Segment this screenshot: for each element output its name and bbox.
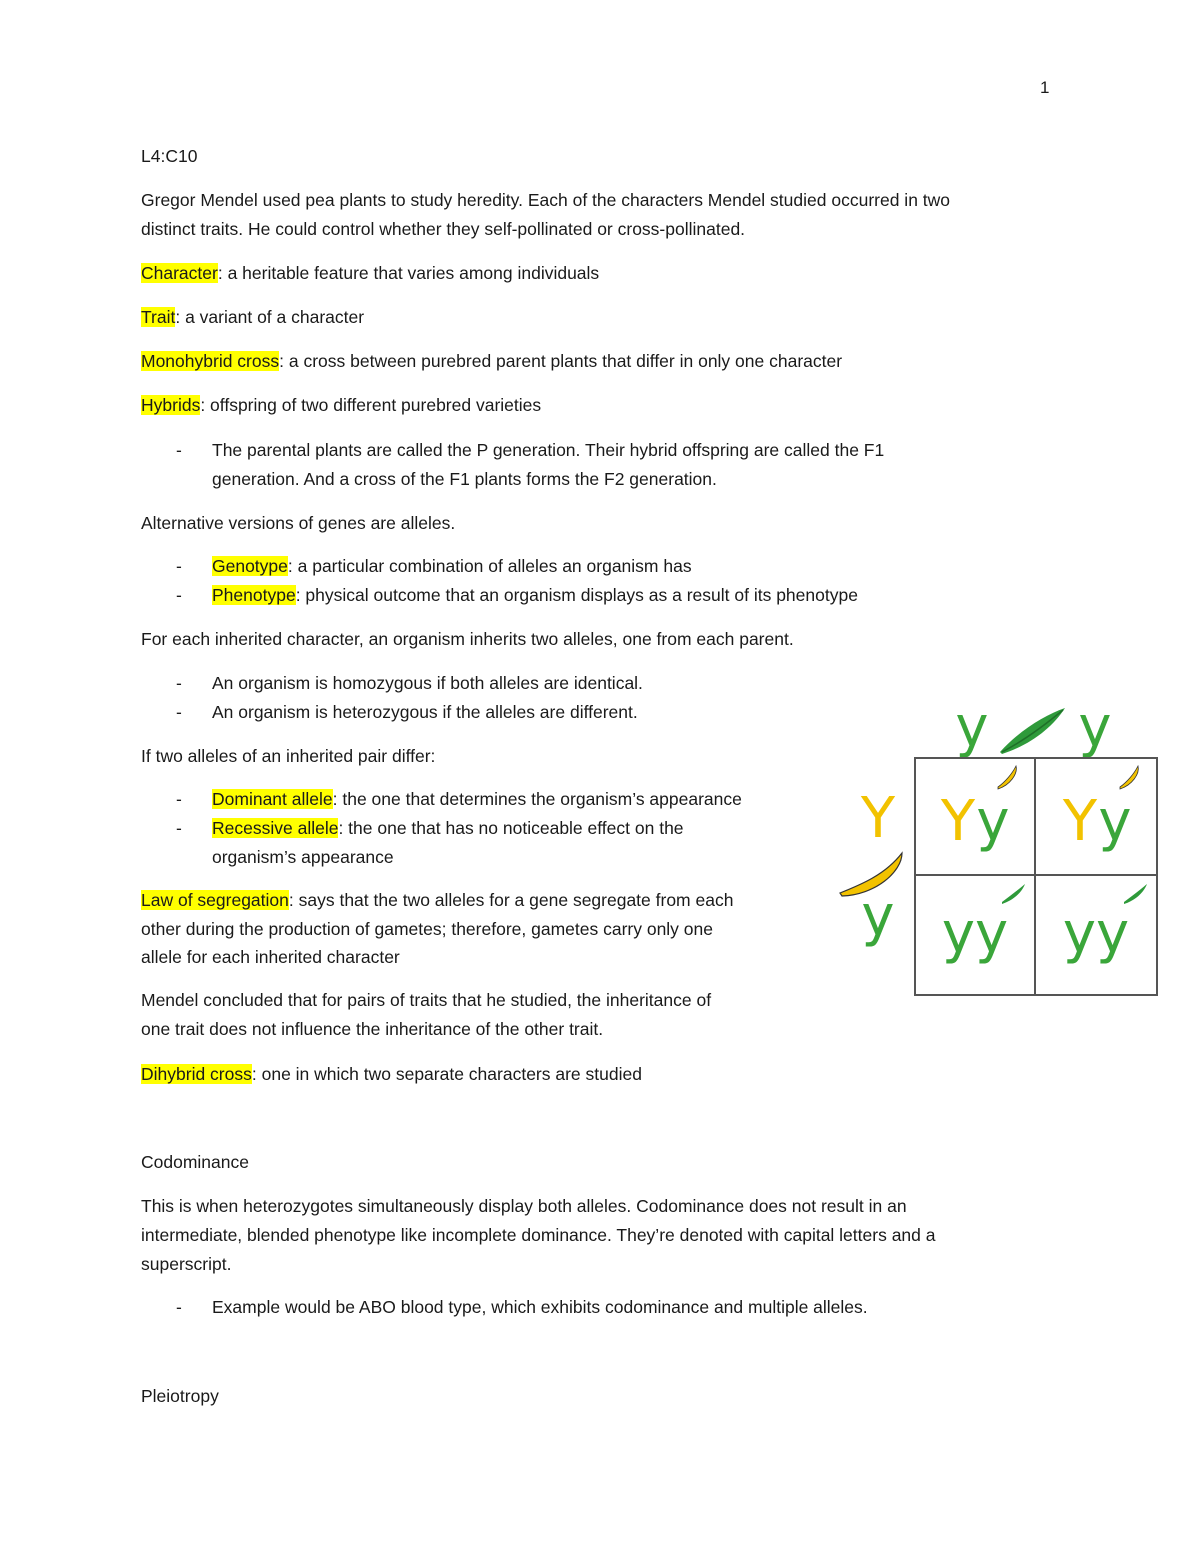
page-number: 1 — [1040, 78, 1050, 97]
cell-dominant-allele: Y — [940, 789, 976, 854]
top-allele-1: y — [955, 695, 989, 760]
term-hybrids — [141, 391, 541, 420]
heading: L4:C10 — [141, 146, 198, 166]
codominance-line-2: intermediate, blended phenotype like incomplete dominance. They’re denoted with capital letters and a — [141, 1225, 936, 1245]
codominance-example: Example would be ABO blood type, which exhibits codominance and multiple alleles. — [212, 1297, 868, 1317]
homozygous-line: An organism is homozygous if both alleles are identical. — [212, 673, 643, 693]
term-definition: : physical outcome that an organism displays as a result of its phenotype — [295, 585, 858, 605]
term-highlight: Phenotype — [212, 585, 296, 605]
codominance-line-1: This is when heterozygotes simultaneously display both alleles. Codominance does not result in an — [141, 1196, 907, 1216]
term-highlight: Character — [141, 263, 218, 283]
intro-line-2: distinct traits. He could control whether they self-pollinated or cross-pollinated. — [141, 219, 746, 239]
bullet-dash: - — [176, 440, 182, 460]
term-dihybrid — [141, 1060, 642, 1089]
term-monohybrid — [141, 347, 842, 376]
bullet-dash: - — [176, 556, 182, 576]
term-recessive — [212, 814, 684, 843]
differ-intro: If two alleles of an inherited pair differ: — [141, 746, 436, 766]
top-allele-2: y — [1078, 695, 1112, 760]
term-definition: : says that the two alleles for a gene segregate from each — [288, 890, 734, 910]
term-definition: : a cross between purebred parent plants that differ in only one character — [279, 351, 843, 371]
term-definition: : a variant of a character — [175, 307, 365, 327]
term-highlight: Recessive allele — [212, 818, 339, 838]
generations-line-2: generation. And a cross of the F1 plants forms the F2 generation. — [212, 469, 717, 489]
yellow-pea-pod-icon — [1120, 766, 1138, 789]
bullet-dash: - — [176, 818, 182, 838]
punnett-cell — [1063, 884, 1147, 966]
punnett-cell — [1062, 766, 1138, 854]
term-highlight: Dominant allele — [212, 789, 333, 809]
term-highlight: Law of segregation — [141, 890, 289, 910]
cell-recessive-allele: yy — [941, 901, 1009, 966]
term-highlight: Trait — [141, 307, 176, 327]
term-highlight: Hybrids — [141, 395, 201, 415]
term-genotype — [212, 552, 692, 581]
side-allele-2: y — [861, 884, 895, 949]
punnett-cell — [942, 884, 1025, 966]
bullet-dash: - — [176, 585, 182, 605]
cell-recessive-allele: yy — [1062, 901, 1130, 966]
segregation-line-3: allele for each inherited character — [141, 947, 400, 967]
green-pea-pod-icon — [1000, 708, 1065, 754]
term-character — [141, 259, 599, 288]
cell-recessive-allele: y — [976, 789, 1010, 854]
segregation-line-2: other during the production of gametes; therefore, gametes carry only one — [141, 919, 713, 939]
term-definition: : a heritable feature that varies among individuals — [217, 263, 600, 283]
side-allele-1: Y — [860, 786, 896, 851]
term-highlight: Dihybrid cross — [141, 1064, 252, 1084]
alleles-intro: Alternative versions of genes are alleles. — [141, 513, 456, 533]
mendel-concluded-line-2: one trait does not influence the inheritance of the other trait. — [141, 1019, 604, 1039]
cell-dominant-allele: Y — [1062, 789, 1098, 854]
mendel-concluded-line-1: Mendel concluded that for pairs of traits that he studied, the inheritance of — [141, 990, 712, 1010]
bullet-dash: - — [176, 1297, 182, 1317]
term-segregation — [141, 886, 733, 915]
pleiotropy-heading: Pleiotropy — [141, 1386, 219, 1406]
term-dominant — [212, 785, 742, 814]
intro-line-1: Gregor Mendel used pea plants to study heredity. Each of the characters Mendel studied occurred in two — [141, 190, 951, 210]
recessive-line-2: organism’s appearance — [212, 847, 394, 867]
term-definition: : offspring of two different purebred varieties — [200, 395, 542, 415]
term-highlight: Genotype — [212, 556, 288, 576]
punnett-cell — [940, 766, 1016, 854]
term-phenotype — [212, 581, 858, 610]
term-definition: : the one that has no noticeable effect on the — [338, 818, 684, 838]
term-definition: : the one that determines the organism’s appearance — [332, 789, 742, 809]
bullet-dash: - — [176, 702, 182, 722]
heterozygous-line: An organism is heterozygous if the alleles are different. — [212, 702, 638, 722]
term-highlight: Monohybrid cross — [141, 351, 280, 371]
term-trait — [141, 303, 364, 332]
bullet-dash: - — [176, 789, 182, 809]
term-definition: : one in which two separate characters are studied — [251, 1064, 642, 1084]
bullet-dash: - — [176, 673, 182, 693]
inherit-intro: For each inherited character, an organism inherits two alleles, one from each parent. — [141, 629, 794, 649]
codominance-line-3: superscript. — [141, 1254, 232, 1274]
cell-recessive-allele: y — [1098, 789, 1132, 854]
generations-line-1: The parental plants are called the P generation. Their hybrid offspring are called the F1 — [212, 440, 885, 460]
term-definition: : a particular combination of alleles an organism has — [287, 556, 692, 576]
punnett-square-figure — [830, 690, 1160, 1010]
yellow-pea-pod-icon — [998, 766, 1016, 789]
codominance-heading: Codominance — [141, 1152, 249, 1172]
